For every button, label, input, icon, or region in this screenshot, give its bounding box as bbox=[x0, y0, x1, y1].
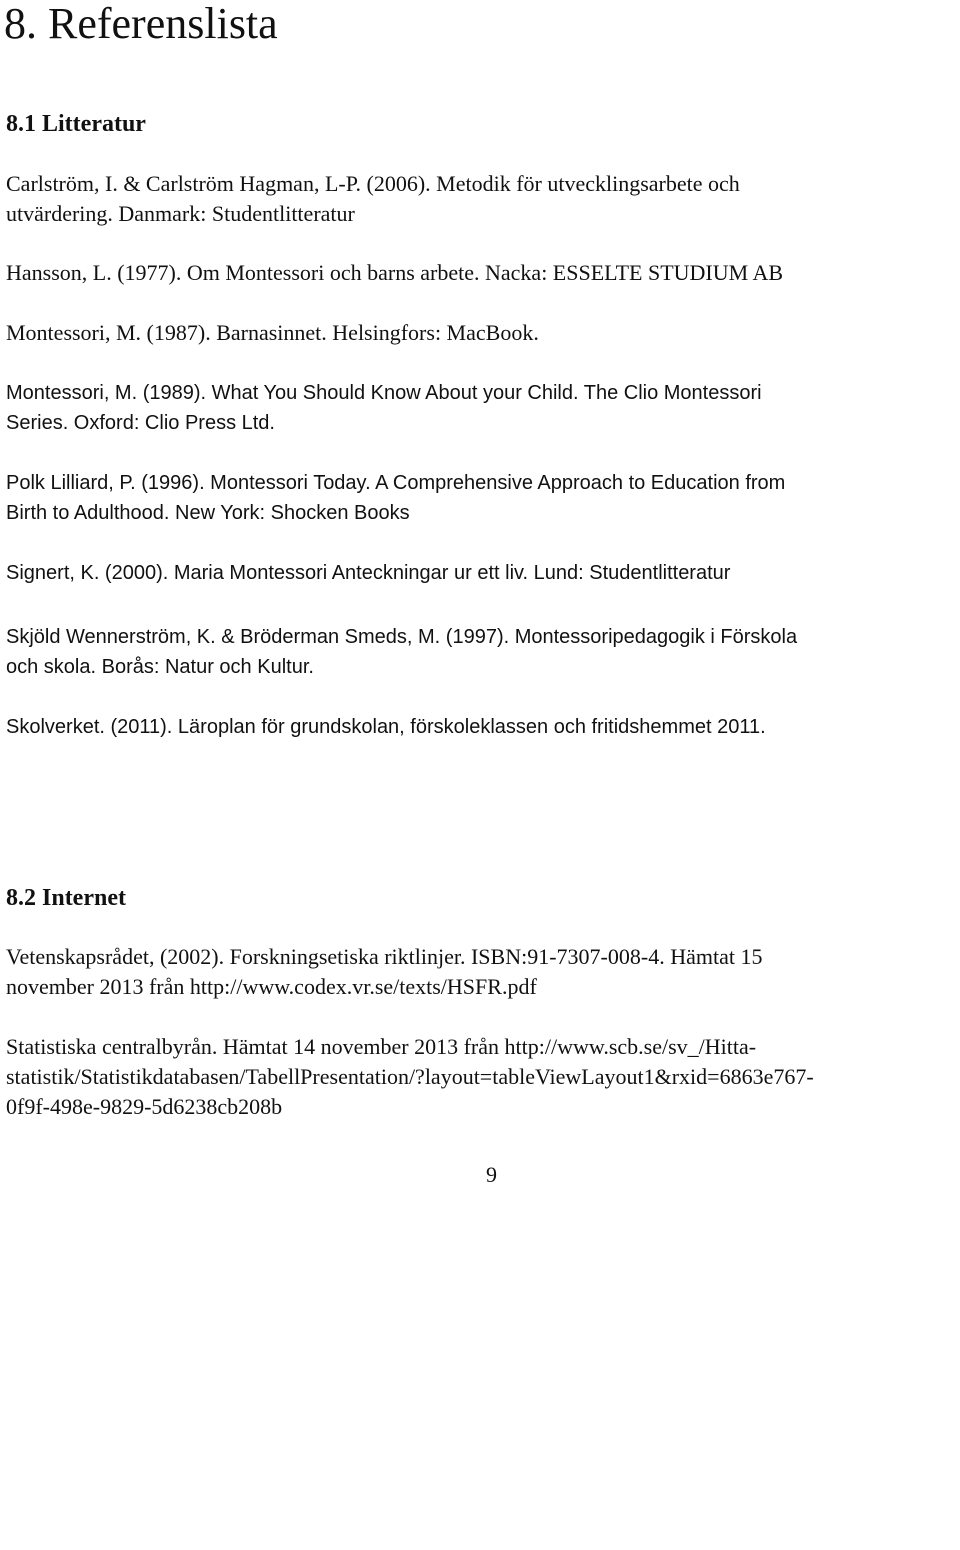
chapter-title: 8. Referenslista bbox=[4, 0, 278, 48]
reference-entry bbox=[6, 712, 956, 742]
reference-line: statistik/Statistikdatabasen/TabellPresentation/?layout=tableViewLayout1&rxid=6863e767- bbox=[6, 1064, 814, 1089]
reference-entry bbox=[6, 169, 956, 229]
reference-entry bbox=[6, 378, 956, 438]
reference-line: Carlström, I. & Carlström Hagman, L-P. (2006). Metodik för utvecklingsarbete och bbox=[6, 171, 740, 196]
reference-line: Signert, K. (2000). Maria Montessori Anteckningar ur ett liv. Lund: Studentlitteratur bbox=[6, 562, 731, 584]
reference-line: Polk Lilliard, P. (1996). Montessori Today. A Comprehensive Approach to Education from bbox=[6, 472, 786, 494]
section-heading-litteratur: 8.1 Litteratur bbox=[6, 111, 146, 137]
reference-line: Montessori, M. (1987). Barnasinnet. Helsingfors: MacBook. bbox=[6, 320, 539, 345]
reference-entry bbox=[6, 1032, 956, 1122]
reference-entry bbox=[6, 468, 956, 528]
reference-line: Skjöld Wennerström, K. & Bröderman Smeds, M. (1997). Montessoripedagogik i Förskola bbox=[6, 626, 798, 648]
reference-entry bbox=[6, 622, 956, 682]
reference-line: Skolverket. (2011). Läroplan för grundskolan, förskoleklassen och fritidshemmet 2011. bbox=[6, 716, 766, 738]
reference-line: Statistiska centralbyrån. Hämtat 14 november 2013 från http://www.scb.se/sv_/Hitta- bbox=[6, 1034, 757, 1059]
reference-entry bbox=[6, 318, 956, 348]
reference-entry bbox=[6, 558, 956, 588]
page-number: 9 bbox=[486, 1162, 497, 1187]
reference-line: Montessori, M. (1989). What You Should Know About your Child. The Clio Montessori bbox=[6, 382, 762, 404]
reference-line: Hansson, L. (1977). Om Montessori och barns arbete. Nacka: ESSELTE STUDIUM AB bbox=[6, 260, 784, 285]
reference-entry bbox=[6, 258, 956, 288]
section-heading-internet: 8.2 Internet bbox=[6, 885, 126, 911]
reference-line: Birth to Adulthood. New York: Shocken Books bbox=[6, 502, 410, 524]
reference-line: Series. Oxford: Clio Press Ltd. bbox=[6, 412, 275, 434]
reference-line: och skola. Borås: Natur och Kultur. bbox=[6, 656, 314, 678]
reference-entry bbox=[6, 942, 956, 1002]
reference-line: november 2013 från http://www.codex.vr.se/texts/HSFR.pdf bbox=[6, 974, 537, 999]
reference-line: Vetenskapsrådet, (2002). Forskningsetiska riktlinjer. ISBN:91-7307-008-4. Hämtat 15 bbox=[6, 944, 763, 969]
reference-line: utvärdering. Danmark: Studentlitteratur bbox=[6, 201, 355, 226]
reference-line: 0f9f-498e-9829-5d6238cb208b bbox=[6, 1094, 283, 1119]
